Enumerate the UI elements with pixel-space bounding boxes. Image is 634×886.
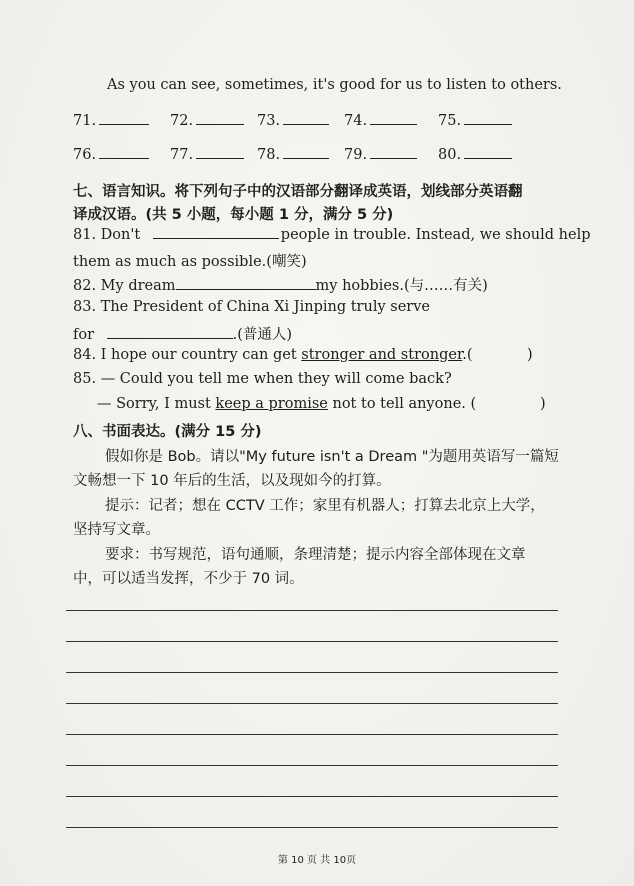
answer-blank[interactable]: [283, 112, 329, 125]
writing-line[interactable]: [66, 641, 558, 642]
section7-heading-line2: 译成汉语。(共 5 小题，每小题 1 分，满分 5 分): [73, 207, 394, 223]
answer-label: 80.: [438, 147, 462, 163]
answer-label: 76.: [73, 147, 97, 163]
section7-heading-line1: 七、语言知识。将下列句子中的汉语部分翻译成英语，划线部分英语翻: [73, 184, 523, 200]
answer-label: 71.: [73, 113, 97, 129]
answer-row-2: [0, 146, 634, 166]
answer-blank[interactable]: [99, 112, 149, 125]
q85-close-paren: ): [540, 396, 546, 412]
q84-underlined: stronger and stronger: [301, 347, 463, 363]
writing-line[interactable]: [66, 734, 558, 735]
q85-line1: 85. — Could you tell me when they will come back?: [73, 371, 452, 387]
section8-para1-line1: 假如你是 Bob。请以"My future isn't a Dream "为题用英语写一篇短: [105, 449, 559, 465]
q85-line2: [97, 396, 476, 412]
top-sentence: As you can see, sometimes, it's good for us to listen to others.: [107, 77, 562, 93]
answer-blank[interactable]: [370, 112, 417, 125]
q82-line: [73, 274, 488, 295]
q85-prefix: — Sorry, I must: [97, 396, 211, 412]
answer-row-1: [0, 112, 634, 132]
section8-para3-line1: 要求：书写规范，语句通顺，条理清楚；提示内容全部体现在文章: [105, 547, 526, 563]
answer-blank[interactable]: [370, 146, 417, 159]
section8-para1-line2: 文畅想一下 10 年后的生活，以及现如今的打算。: [73, 473, 391, 489]
q84-suffix: .(: [462, 347, 473, 363]
q84-close-paren: ): [527, 347, 533, 363]
q84-line: [73, 347, 473, 363]
answer-blank[interactable]: [99, 146, 149, 159]
answer-label: 78.: [257, 147, 281, 163]
q84-prefix: 84. I hope our country can get: [73, 347, 297, 363]
answer-blank[interactable]: [464, 112, 512, 125]
answer-blank[interactable]: [283, 146, 329, 159]
q82-prefix: 82. My dream: [73, 278, 176, 294]
section8-para3-line2: 中，可以适当发挥，不少于 70 词。: [73, 571, 304, 587]
q82-suffix: my hobbies.(与……有关): [315, 278, 488, 294]
answer-blank[interactable]: [464, 146, 512, 159]
writing-line[interactable]: [66, 796, 558, 797]
q83-blank[interactable]: [107, 326, 233, 339]
section8-para2-line2: 坚持写文章。: [73, 522, 160, 538]
q85-underlined: keep a promise: [215, 396, 328, 412]
q81-suffix: people in trouble. Instead, we should help: [280, 227, 591, 243]
answer-blank[interactable]: [196, 146, 244, 159]
section8-heading: 八、书面表达。(满分 15 分): [73, 424, 262, 440]
answer-blank[interactable]: [196, 112, 244, 125]
answer-label: 73.: [257, 113, 281, 129]
q83-line2: [73, 323, 292, 344]
writing-line[interactable]: [66, 765, 558, 766]
q85-suffix: not to tell anyone. (: [332, 396, 477, 412]
q82-blank[interactable]: [176, 277, 316, 290]
writing-line[interactable]: [66, 672, 558, 673]
q83-prefix: for: [73, 327, 95, 343]
writing-line[interactable]: [66, 827, 558, 828]
section8-para2-line1: 提示：记者；想在 CCTV 工作；家里有机器人；打算去北京上大学，: [105, 498, 545, 514]
answer-label: 74.: [344, 113, 368, 129]
writing-line[interactable]: [66, 610, 558, 611]
answer-label: 72.: [170, 113, 194, 129]
answer-label: 75.: [438, 113, 462, 129]
q83-line1: 83. The President of China Xi Jinping truly serve: [73, 299, 430, 315]
writing-line[interactable]: [66, 703, 558, 704]
q81-line1: [73, 226, 591, 243]
answer-label: 79.: [344, 147, 368, 163]
q81-line2: them as much as possible.(嘲笑): [73, 254, 307, 270]
answer-label: 77.: [170, 147, 194, 163]
q81-blank[interactable]: [153, 226, 279, 239]
q81-prefix: 81. Don't: [73, 227, 141, 243]
page-footer: 第 10 页 共 10页: [277, 855, 357, 866]
q83-suffix: .(普通人): [232, 327, 293, 343]
